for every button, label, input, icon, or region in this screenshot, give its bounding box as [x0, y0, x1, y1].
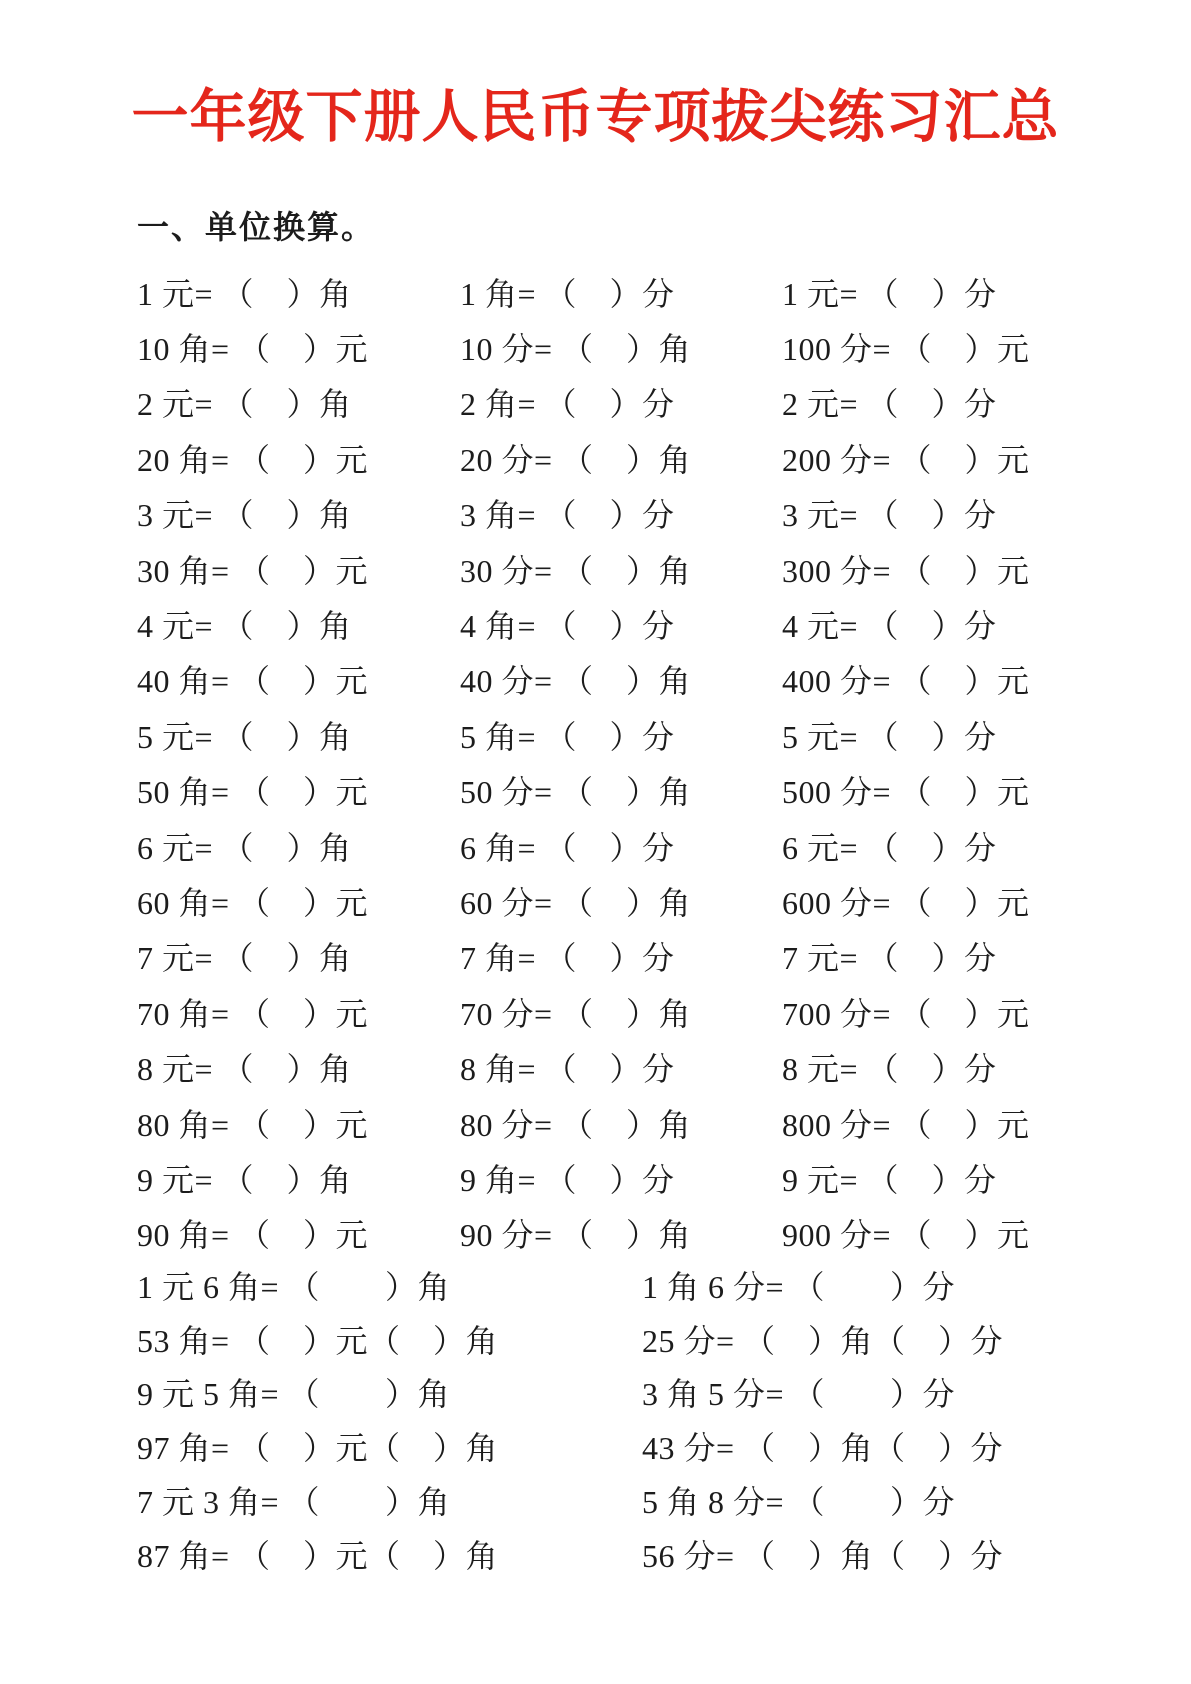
conversion-problem: 30 分= （ ）角: [460, 552, 692, 589]
worksheet-row: [137, 541, 1151, 596]
conversion-problem: 300 分= （ ）元: [782, 552, 1030, 589]
conversion-problem: 9 角= （ ）分: [460, 1161, 675, 1198]
worksheet-row: [137, 375, 1151, 430]
worksheet-row: [137, 1312, 1151, 1366]
worksheet-row: [137, 1473, 1151, 1527]
conversion-problem: 6 角= （ ）分: [460, 829, 675, 866]
worksheet-row: [137, 1419, 1151, 1473]
worksheet-row: [137, 1258, 1151, 1312]
worksheet-row: [137, 1039, 1151, 1094]
conversion-problem: 43 分= （ ）角（ ）分: [642, 1430, 1004, 1467]
conversion-problem: 4 元= （ ）角: [137, 608, 352, 645]
conversion-problem: 5 元= （ ）分: [782, 718, 997, 755]
conversion-problem: 900 分= （ ）元: [782, 1217, 1030, 1254]
worksheet-row: [137, 1527, 1151, 1581]
conversion-problem: 10 分= （ ）角: [460, 331, 692, 368]
conversion-problem: 1 元= （ ）角: [137, 275, 352, 312]
conversion-problem: 100 分= （ ）元: [782, 331, 1030, 368]
conversion-problem: 56 分= （ ）角（ ）分: [642, 1537, 1004, 1574]
worksheet-row: [137, 264, 1151, 319]
conversion-problem: 60 角= （ ）元: [137, 884, 369, 921]
conversion-problem: 3 元= （ ）角: [137, 497, 352, 534]
worksheet-row: [137, 818, 1151, 873]
conversion-problem: 5 角= （ ）分: [460, 718, 675, 755]
conversion-problem: 8 元= （ ）分: [782, 1051, 997, 1088]
conversion-problem: 25 分= （ ）角（ ）分: [642, 1322, 1004, 1359]
conversion-problem: 10 角= （ ）元: [137, 331, 369, 368]
conversion-table-three-column: [137, 264, 1151, 1261]
conversion-problem: 6 元= （ ）角: [137, 829, 352, 866]
conversion-problem: 2 角= （ ）分: [460, 386, 675, 423]
conversion-problem: 7 元 3 角= （ ）角: [137, 1484, 451, 1521]
conversion-problem: 90 分= （ ）角: [460, 1217, 692, 1254]
conversion-problem: 9 元 5 角= （ ）角: [137, 1376, 451, 1413]
worksheet-row: [137, 596, 1151, 651]
worksheet-row: [137, 652, 1151, 707]
conversion-problem: 7 角= （ ）分: [460, 940, 675, 977]
conversion-problem: 20 分= （ ）角: [460, 441, 692, 478]
page-title: 一年级下册人民币专项拔尖练习汇总: [131, 85, 1060, 149]
conversion-problem: 4 角= （ ）分: [460, 608, 675, 645]
conversion-problem: 50 角= （ ）元: [137, 774, 369, 811]
conversion-problem: 7 元= （ ）分: [782, 940, 997, 977]
worksheet-row: [137, 763, 1151, 818]
conversion-problem: 3 角= （ ）分: [460, 497, 675, 534]
conversion-problem: 2 元= （ ）分: [782, 386, 997, 423]
section-heading: 一、单位换算。: [137, 209, 376, 245]
worksheet-row: [137, 430, 1151, 485]
conversion-problem: 4 元= （ ）分: [782, 608, 997, 645]
conversion-problem: 97 角= （ ）元（ ）角: [137, 1430, 499, 1467]
conversion-problem: 3 角 5 分= （ ）分: [642, 1376, 956, 1413]
conversion-problem: 1 角 6 分= （ ）分: [642, 1268, 956, 1305]
conversion-problem: 50 分= （ ）角: [460, 774, 692, 811]
conversion-problem: 1 元 6 角= （ ）角: [137, 1268, 451, 1305]
conversion-problem: 80 角= （ ）元: [137, 1106, 369, 1143]
conversion-problem: 700 分= （ ）元: [782, 995, 1030, 1032]
conversion-problem: 87 角= （ ）元（ ）角: [137, 1537, 499, 1574]
conversion-problem: 80 分= （ ）角: [460, 1106, 692, 1143]
conversion-problem: 1 元= （ ）分: [782, 275, 997, 312]
conversion-problem: 8 元= （ ）角: [137, 1051, 352, 1088]
worksheet-row: [137, 707, 1151, 762]
conversion-problem: 1 角= （ ）分: [460, 275, 675, 312]
worksheet-row: [137, 1095, 1151, 1150]
conversion-problem: 400 分= （ ）元: [782, 663, 1030, 700]
worksheet-row: [137, 319, 1151, 374]
conversion-problem: 5 元= （ ）角: [137, 718, 352, 755]
conversion-problem: 800 分= （ ）元: [782, 1106, 1030, 1143]
conversion-problem: 2 元= （ ）角: [137, 386, 352, 423]
conversion-problem: 6 元= （ ）分: [782, 829, 997, 866]
conversion-problem: 60 分= （ ）角: [460, 884, 692, 921]
conversion-table-two-column: [137, 1258, 1151, 1581]
conversion-problem: 40 角= （ ）元: [137, 663, 369, 700]
conversion-problem: 70 分= （ ）角: [460, 995, 692, 1032]
conversion-problem: 70 角= （ ）元: [137, 995, 369, 1032]
conversion-problem: 9 元= （ ）分: [782, 1161, 997, 1198]
conversion-problem: 600 分= （ ）元: [782, 884, 1030, 921]
worksheet-row: [137, 873, 1151, 928]
conversion-problem: 3 元= （ ）分: [782, 497, 997, 534]
conversion-problem: 500 分= （ ）元: [782, 774, 1030, 811]
conversion-problem: 7 元= （ ）角: [137, 940, 352, 977]
conversion-problem: 90 角= （ ）元: [137, 1217, 369, 1254]
worksheet-row: [137, 984, 1151, 1039]
worksheet-row: [137, 1206, 1151, 1261]
conversion-problem: 5 角 8 分= （ ）分: [642, 1484, 956, 1521]
conversion-problem: 9 元= （ ）角: [137, 1161, 352, 1198]
conversion-problem: 20 角= （ ）元: [137, 441, 369, 478]
worksheet-row: [137, 1150, 1151, 1205]
conversion-problem: 8 角= （ ）分: [460, 1051, 675, 1088]
worksheet-row: [137, 486, 1151, 541]
worksheet-row: [137, 1366, 1151, 1420]
conversion-problem: 30 角= （ ）元: [137, 552, 369, 589]
conversion-problem: 40 分= （ ）角: [460, 663, 692, 700]
conversion-problem: 200 分= （ ）元: [782, 441, 1030, 478]
worksheet-row: [137, 929, 1151, 984]
conversion-problem: 53 角= （ ）元（ ）角: [137, 1322, 499, 1359]
